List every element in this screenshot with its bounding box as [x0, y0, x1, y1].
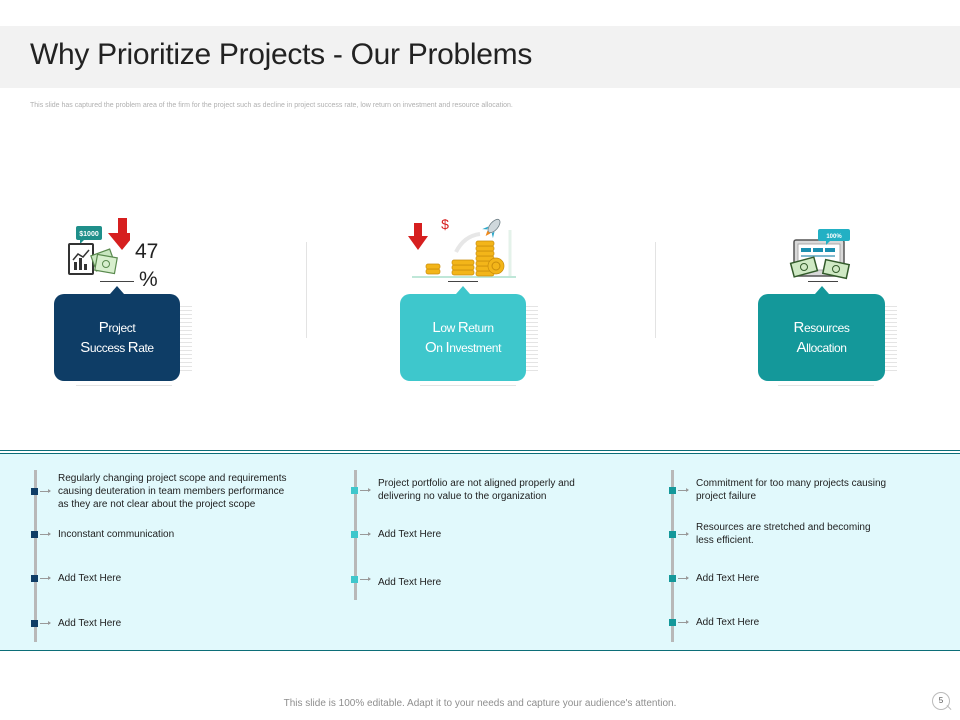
- card-pointer: [110, 286, 124, 294]
- card-shadow-stripes: [180, 306, 192, 372]
- card-resources-allocation: Resources Allocation: [758, 294, 885, 381]
- card-pointer: [456, 286, 470, 294]
- icon-underline: [448, 281, 478, 282]
- card-project-success-rate: Project Success Rate: [54, 294, 180, 381]
- tag-text: 100%: [826, 234, 842, 240]
- percent-sign: %: [139, 268, 158, 291]
- card-shadow-line: [420, 385, 516, 386]
- slide-title: Why Prioritize Projects - Our Problems: [30, 38, 533, 71]
- chart-money-decline-icon: [66, 216, 130, 278]
- card-pointer: [815, 286, 829, 294]
- icon-underline: [808, 281, 838, 282]
- card-shadow-stripes: [526, 306, 538, 372]
- card-shadow-line: [76, 385, 172, 386]
- tag-text: $1000: [79, 231, 99, 238]
- divider: [306, 242, 307, 338]
- divider: [655, 242, 656, 338]
- card-shadow-stripes: [885, 306, 897, 372]
- card-shadow-line: [778, 385, 874, 386]
- monitor-cash-icon: [786, 226, 856, 282]
- band-top-rule: [0, 450, 960, 451]
- icon-underline: [100, 281, 134, 282]
- timeline-line: [34, 470, 37, 642]
- percent-value: 47: [135, 240, 159, 263]
- timeline-line: [671, 470, 674, 642]
- slide-subtitle: This slide has captured the problem area of the firm for the project such as decline in project success rate, low return on investment and resource allocation.: [30, 102, 513, 109]
- dollar-sign: $: [441, 216, 449, 232]
- footer-note: This slide is 100% editable. Adapt it to your needs and capture your audience's attention.: [283, 698, 677, 709]
- page-number: 5: [932, 692, 950, 710]
- coins-rocket-decline-icon: [408, 214, 518, 282]
- card-low-return-on-investment: Low Return On Investment: [400, 294, 526, 381]
